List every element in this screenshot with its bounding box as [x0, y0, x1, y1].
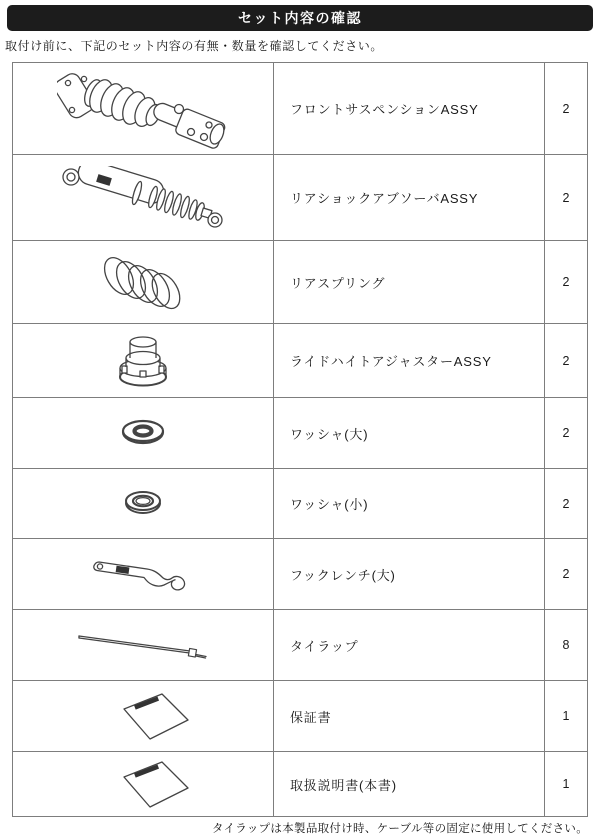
- part-name: リアスプリング: [290, 275, 386, 291]
- illustration-cell: [13, 155, 274, 240]
- rear-shock-absorber-assy-illustration: [57, 166, 229, 230]
- front-suspension-assy-illustration: [57, 68, 229, 150]
- hook-wrench-illustration: [90, 555, 196, 593]
- table-row: [13, 681, 587, 752]
- part-name: 取扱説明書(本書): [290, 777, 397, 793]
- part-name: フロントサスペンションASSY: [290, 102, 479, 117]
- ride-height-adjuster-assy-illustration: [112, 331, 174, 391]
- part-quantity: 2: [544, 324, 587, 397]
- part-name: リアショックアブソーバASSY: [290, 191, 479, 206]
- part-quantity: 2: [544, 155, 587, 240]
- illustration-cell: [13, 324, 274, 397]
- illustration-cell: [13, 539, 274, 609]
- section-title: セット内容の確認: [238, 10, 362, 26]
- part-name: ワッシャ(大): [290, 426, 369, 442]
- part-name: フックレンチ(大): [290, 567, 396, 583]
- part-quantity: 2: [544, 469, 587, 538]
- table-row: [13, 539, 587, 610]
- illustration-cell: [13, 63, 274, 154]
- table-row: [13, 610, 587, 681]
- footer-note: タイラップは本製品取付け時、ケーブル等の固定に使用してください。: [211, 823, 588, 835]
- illustration-cell: [13, 681, 274, 751]
- table-row: [13, 241, 587, 324]
- illustration-cell: [13, 752, 274, 816]
- table-row: [13, 155, 587, 241]
- table-row: [13, 63, 587, 155]
- part-quantity: 2: [544, 398, 587, 468]
- parts-table: [12, 62, 588, 817]
- intro-text: 取付け前に、下記のセット内容の有無・数量を確認してください。: [5, 39, 384, 53]
- instruction-manual-illustration: [95, 756, 191, 812]
- section-header-bar: [7, 5, 593, 31]
- illustration-cell: [13, 469, 274, 538]
- part-quantity: 2: [544, 539, 587, 609]
- part-name: ライドハイトアジャスターASSY: [290, 354, 492, 369]
- table-row: [13, 469, 587, 539]
- part-quantity: 8: [544, 610, 587, 680]
- table-row: [13, 324, 587, 398]
- part-quantity: 2: [544, 241, 587, 323]
- illustration-cell: [13, 398, 274, 468]
- part-name: 保証書: [290, 709, 332, 725]
- part-name: ワッシャ(小): [290, 497, 369, 512]
- washer-small-illustration: [121, 490, 165, 518]
- illustration-cell: [13, 241, 274, 323]
- part-quantity: 1: [544, 752, 587, 816]
- tie-wrap-illustration: [73, 631, 213, 659]
- warranty-document-illustration: [95, 688, 191, 744]
- rear-spring-illustration: [101, 253, 185, 311]
- table-row: [13, 398, 587, 469]
- part-quantity: 1: [544, 681, 587, 751]
- table-row: [13, 752, 587, 816]
- illustration-cell: [13, 610, 274, 680]
- part-name: タイラップ: [290, 638, 359, 654]
- part-quantity: 2: [544, 63, 587, 154]
- washer-large-illustration: [119, 418, 167, 448]
